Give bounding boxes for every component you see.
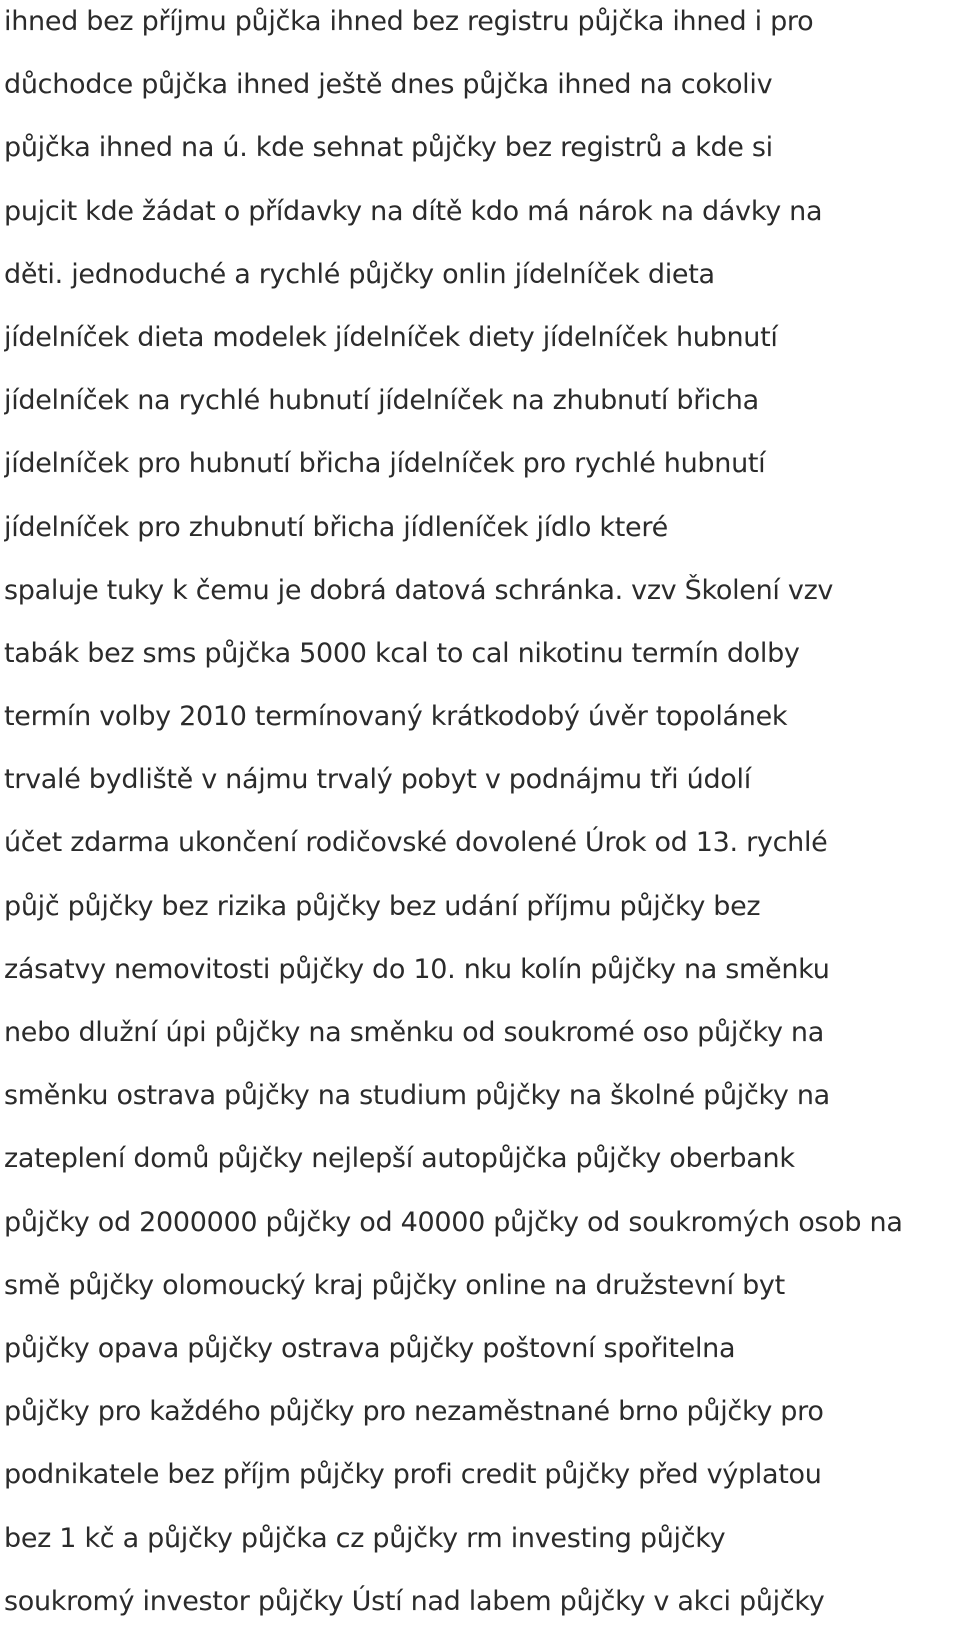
text-line: děti. jednoduché a rychlé půjčky onlin jídelníček dieta	[4, 258, 715, 290]
text-line: trvalé bydliště v nájmu trvalý pobyt v podnájmu tři údolí	[4, 764, 751, 796]
text-line: půjčka ihned na ú. kde sehnat půjčky bez registrů a kde si	[4, 132, 773, 164]
text-line: podnikatele bez příjm půjčky profi credit půjčky před výplatou	[4, 1459, 822, 1491]
text-line: zateplení domů půjčky nejlepší autopůjčka půjčky oberbank	[4, 1143, 795, 1175]
text-line: půjčky od 2000000 půjčky od 40000 půjčky od soukromých osob na	[4, 1206, 903, 1238]
text-line: pujcit kde žádat o přídavky na dítě kdo má nárok na dávky na	[4, 195, 823, 227]
text-line: půjč půjčky bez rizika půjčky bez udání příjmu půjčky bez	[4, 890, 761, 922]
text-line: termín volby 2010 termínovaný krátkodobý úvěr topolánek	[4, 701, 788, 733]
text-line: tabák bez sms půjčka 5000 kcal to cal nikotinu termín dolby	[4, 637, 800, 669]
text-line: smě půjčky olomoucký kraj půjčky online na družstevní byt	[4, 1269, 785, 1301]
text-line: půjčky opava půjčky ostrava půjčky poštovní spořitelna	[4, 1332, 736, 1364]
text-line: spaluje tuky k čemu je dobrá datová schránka. vzv Školení vzv	[4, 574, 834, 606]
text-line: účet zdarma ukončení rodičovské dovolené Úrok od 13. rychlé	[4, 827, 828, 859]
text-line: bez 1 kč a půjčky půjčka cz půjčky rm investing půjčky	[4, 1522, 726, 1554]
text-line: zásatvy nemovitosti půjčky do 10. nku kolín půjčky na směnku	[4, 953, 830, 985]
text-line: jídelníček pro zhubnutí břicha jídleníček jídlo které	[4, 511, 668, 543]
text-line: důchodce půjčka ihned ještě dnes půjčka ihned na cokoliv	[4, 69, 773, 101]
text-line: půjčky pro každého půjčky pro nezaměstnané brno půjčky pro	[4, 1396, 824, 1428]
text-line: soukromý investor půjčky Ústí nad labem půjčky v akci půjčky	[4, 1585, 825, 1617]
text-line: směnku ostrava půjčky na studium půjčky na školné půjčky na	[4, 1080, 830, 1112]
text-line: ihned bez příjmu půjčka ihned bez registru půjčka ihned i pro	[4, 6, 814, 37]
text-line: nebo dlužní úpi půjčky na směnku od soukromé oso půjčky na	[4, 1017, 824, 1048]
text-line: jídelníček na rychlé hubnutí jídelníček na zhubnutí břicha	[4, 385, 759, 417]
text-line: jídelníček pro hubnutí břicha jídelníček pro rychlé hubnutí	[4, 448, 766, 480]
text-line: jídelníček dieta modelek jídelníček diety jídelníček hubnutí	[4, 321, 778, 353]
